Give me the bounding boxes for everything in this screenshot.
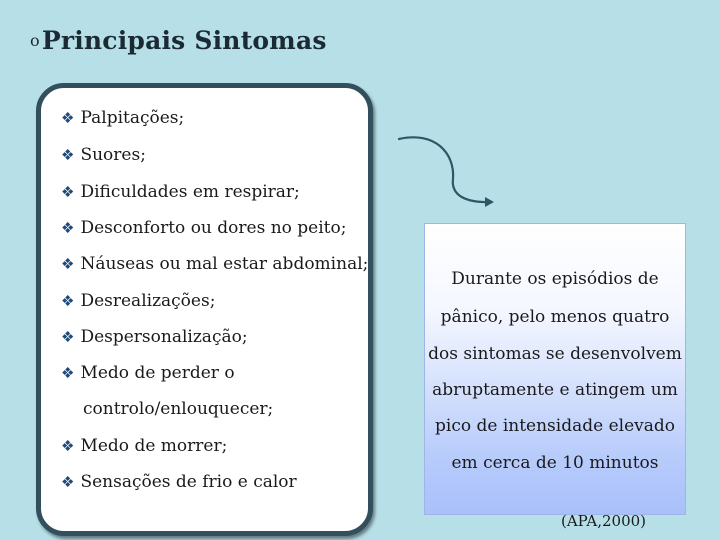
- symptom-item: [61, 472, 297, 492]
- info-line: pico de intensidade elevado: [435, 416, 675, 436]
- diamond-bullet-icon: ❖: [61, 219, 75, 237]
- diamond-bullet-icon: ❖: [61, 146, 75, 164]
- symptom-item: [61, 108, 184, 128]
- symptom-text: Dificuldades em respirar;: [80, 182, 300, 202]
- info-line: abruptamente e atingem um: [432, 380, 678, 400]
- diamond-bullet-icon: ❖: [61, 437, 75, 455]
- symptom-continuation: controlo/enlouquecer;: [83, 399, 274, 419]
- symptom-text: Náuseas ou mal estar abdominal;: [80, 254, 369, 274]
- title-bullet: o: [30, 31, 40, 50]
- symptom-item: [61, 327, 248, 347]
- diamond-bullet-icon: ❖: [61, 473, 75, 491]
- diamond-bullet-icon: ❖: [61, 292, 75, 310]
- symptom-text: Despersonalização;: [80, 327, 248, 347]
- symptom-text: Medo de perder o: [80, 363, 235, 383]
- symptom-item: [61, 291, 215, 311]
- symptom-item: [61, 145, 146, 165]
- diamond-bullet-icon: ❖: [61, 255, 75, 273]
- symptom-item: [61, 363, 235, 383]
- slide-title: [30, 26, 327, 55]
- symptom-text: Desconforto ou dores no peito;: [80, 218, 347, 238]
- diamond-bullet-icon: ❖: [61, 183, 75, 201]
- info-line: em cerca de 10 minutos: [451, 453, 659, 473]
- symptom-text: Suores;: [80, 145, 146, 165]
- diamond-bullet-icon: ❖: [61, 328, 75, 346]
- curved-arrow-icon: [395, 133, 505, 213]
- symptom-item: [61, 182, 300, 202]
- info-line: Durante os episódios de: [451, 269, 659, 289]
- info-line: pânico, pelo menos quatro: [440, 307, 670, 327]
- title-text: Principais Sintomas: [41, 26, 327, 55]
- symptom-text: Desrealizações;: [80, 291, 216, 311]
- citation: (APA,2000): [561, 512, 647, 530]
- symptom-item: [61, 218, 346, 238]
- symptom-text: Sensações de frio e calor: [80, 472, 297, 492]
- symptom-text: Medo de morrer;: [80, 436, 228, 456]
- info-line: dos sintomas se desenvolvem: [428, 344, 682, 364]
- diamond-bullet-icon: ❖: [61, 364, 75, 382]
- symptom-list-box: [36, 83, 373, 536]
- symptom-item: [61, 254, 368, 274]
- info-box: [424, 223, 686, 515]
- symptom-text: Palpitações;: [80, 108, 185, 128]
- symptom-item: [61, 436, 227, 456]
- diamond-bullet-icon: ❖: [61, 109, 75, 127]
